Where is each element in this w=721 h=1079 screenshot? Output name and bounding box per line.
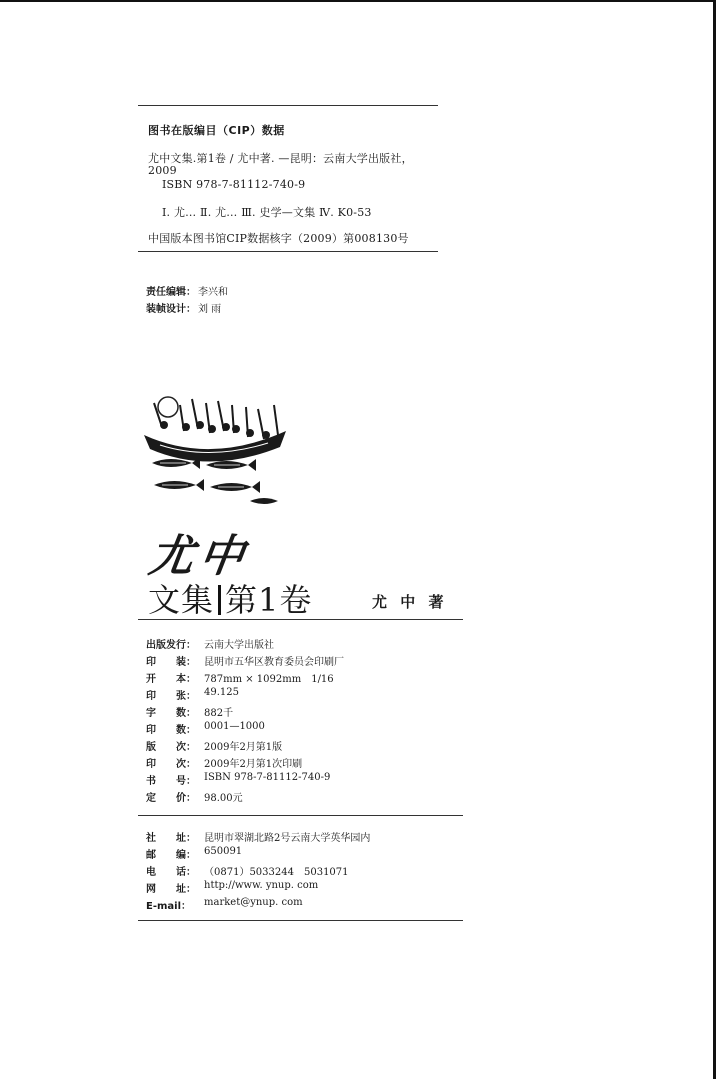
cip-isbn: ISBN 978-7-81112-740-9 bbox=[162, 178, 306, 191]
pub-value: 昆明市五华区教育委员会印刷厂 bbox=[204, 657, 344, 668]
pub-row bbox=[146, 721, 265, 736]
pub-label: 字 数： bbox=[146, 708, 196, 719]
pub-label: 书 号： bbox=[146, 776, 196, 787]
contact-value: 650091 bbox=[204, 846, 243, 857]
pub-value: 882千 bbox=[204, 708, 234, 719]
cip-line-2: 2009 bbox=[148, 164, 177, 177]
cip-line-1: 尤中文集.第1卷 / 尤中著. —昆明：云南大学出版社， bbox=[148, 152, 413, 165]
contact-label: 社 址： bbox=[146, 833, 196, 844]
title-rule bbox=[138, 619, 463, 620]
cip-classification: Ⅰ. 尤… Ⅱ. 尤… Ⅲ. 史学—文集 Ⅳ. K0-53 bbox=[162, 206, 372, 219]
cip-record-number: 中国版本图书馆CIP数据核字（2009）第008130号 bbox=[148, 232, 409, 245]
pub-label: 印 张： bbox=[146, 691, 196, 702]
title-separator bbox=[218, 585, 221, 615]
pub-row bbox=[146, 772, 330, 787]
author-name: 尤 中 著 bbox=[372, 593, 448, 611]
pub-value: 0001—1000 bbox=[204, 721, 265, 732]
pub-row bbox=[146, 789, 243, 804]
contact-row bbox=[146, 863, 349, 878]
pub-label: 开 本： bbox=[146, 674, 196, 685]
contact-row bbox=[146, 897, 303, 912]
pub-row bbox=[146, 687, 239, 702]
contact-value: market@ynup. com bbox=[204, 897, 303, 908]
pub-label: 定 价： bbox=[146, 793, 196, 804]
contact-label: 网 址： bbox=[146, 884, 196, 895]
contact-row bbox=[146, 880, 318, 895]
series-title: 文集 bbox=[148, 581, 215, 619]
pub-row bbox=[146, 738, 282, 753]
contact-row bbox=[146, 846, 242, 861]
pub-row bbox=[146, 704, 233, 719]
pub-row bbox=[146, 636, 274, 651]
contact-rule bbox=[138, 920, 463, 921]
credit-editor-label: 责任编辑： bbox=[146, 287, 196, 298]
credit-designer-label: 装帧设计： bbox=[146, 304, 196, 315]
details-rule bbox=[138, 815, 463, 816]
credit-designer bbox=[146, 297, 221, 316]
cip-title: 图书在版编目（CIP）数据 bbox=[148, 124, 285, 137]
boat-and-fish-illustration bbox=[140, 395, 290, 510]
pub-row bbox=[146, 653, 344, 668]
credit-designer-value: 刘 雨 bbox=[198, 304, 222, 315]
contact-row bbox=[146, 829, 370, 844]
pub-value: 49.125 bbox=[204, 687, 239, 698]
pub-value: 云南大学出版社 bbox=[204, 640, 274, 651]
contact-value: （0871）5033244 5031071 bbox=[204, 867, 349, 878]
pub-label: 印 装： bbox=[146, 657, 196, 668]
pub-label: 版 次： bbox=[146, 742, 196, 753]
contact-value: 昆明市翠湖北路2号云南大学英华园内 bbox=[204, 833, 371, 844]
pub-value: 98.00元 bbox=[204, 793, 243, 804]
contact-label: 电 话： bbox=[146, 867, 196, 878]
contact-value: http://www. ynup. com bbox=[204, 880, 319, 891]
cip-bottom-rule bbox=[138, 251, 438, 252]
pub-label: 印 数： bbox=[146, 725, 196, 736]
pub-label: 出版发行： bbox=[146, 640, 196, 651]
cip-top-rule bbox=[138, 105, 438, 106]
credit-editor-value: 李兴和 bbox=[198, 287, 228, 298]
volume-number: 第1卷 bbox=[225, 581, 313, 619]
volume-title bbox=[148, 575, 312, 621]
contact-label: 邮 编： bbox=[146, 850, 196, 861]
pub-row bbox=[146, 670, 334, 685]
calligraphy-title: 尤中 bbox=[145, 531, 253, 582]
pub-label: 印 次： bbox=[146, 759, 196, 770]
contact-label: E-mail： bbox=[146, 901, 192, 912]
pub-row bbox=[146, 755, 302, 770]
pub-value: 787mm × 1092mm 1/16 bbox=[204, 674, 334, 685]
pub-value: 2009年2月第1版 bbox=[204, 742, 283, 753]
pub-value: ISBN 978-7-81112-740-9 bbox=[204, 772, 331, 783]
pub-value: 2009年2月第1次印刷 bbox=[204, 759, 303, 770]
